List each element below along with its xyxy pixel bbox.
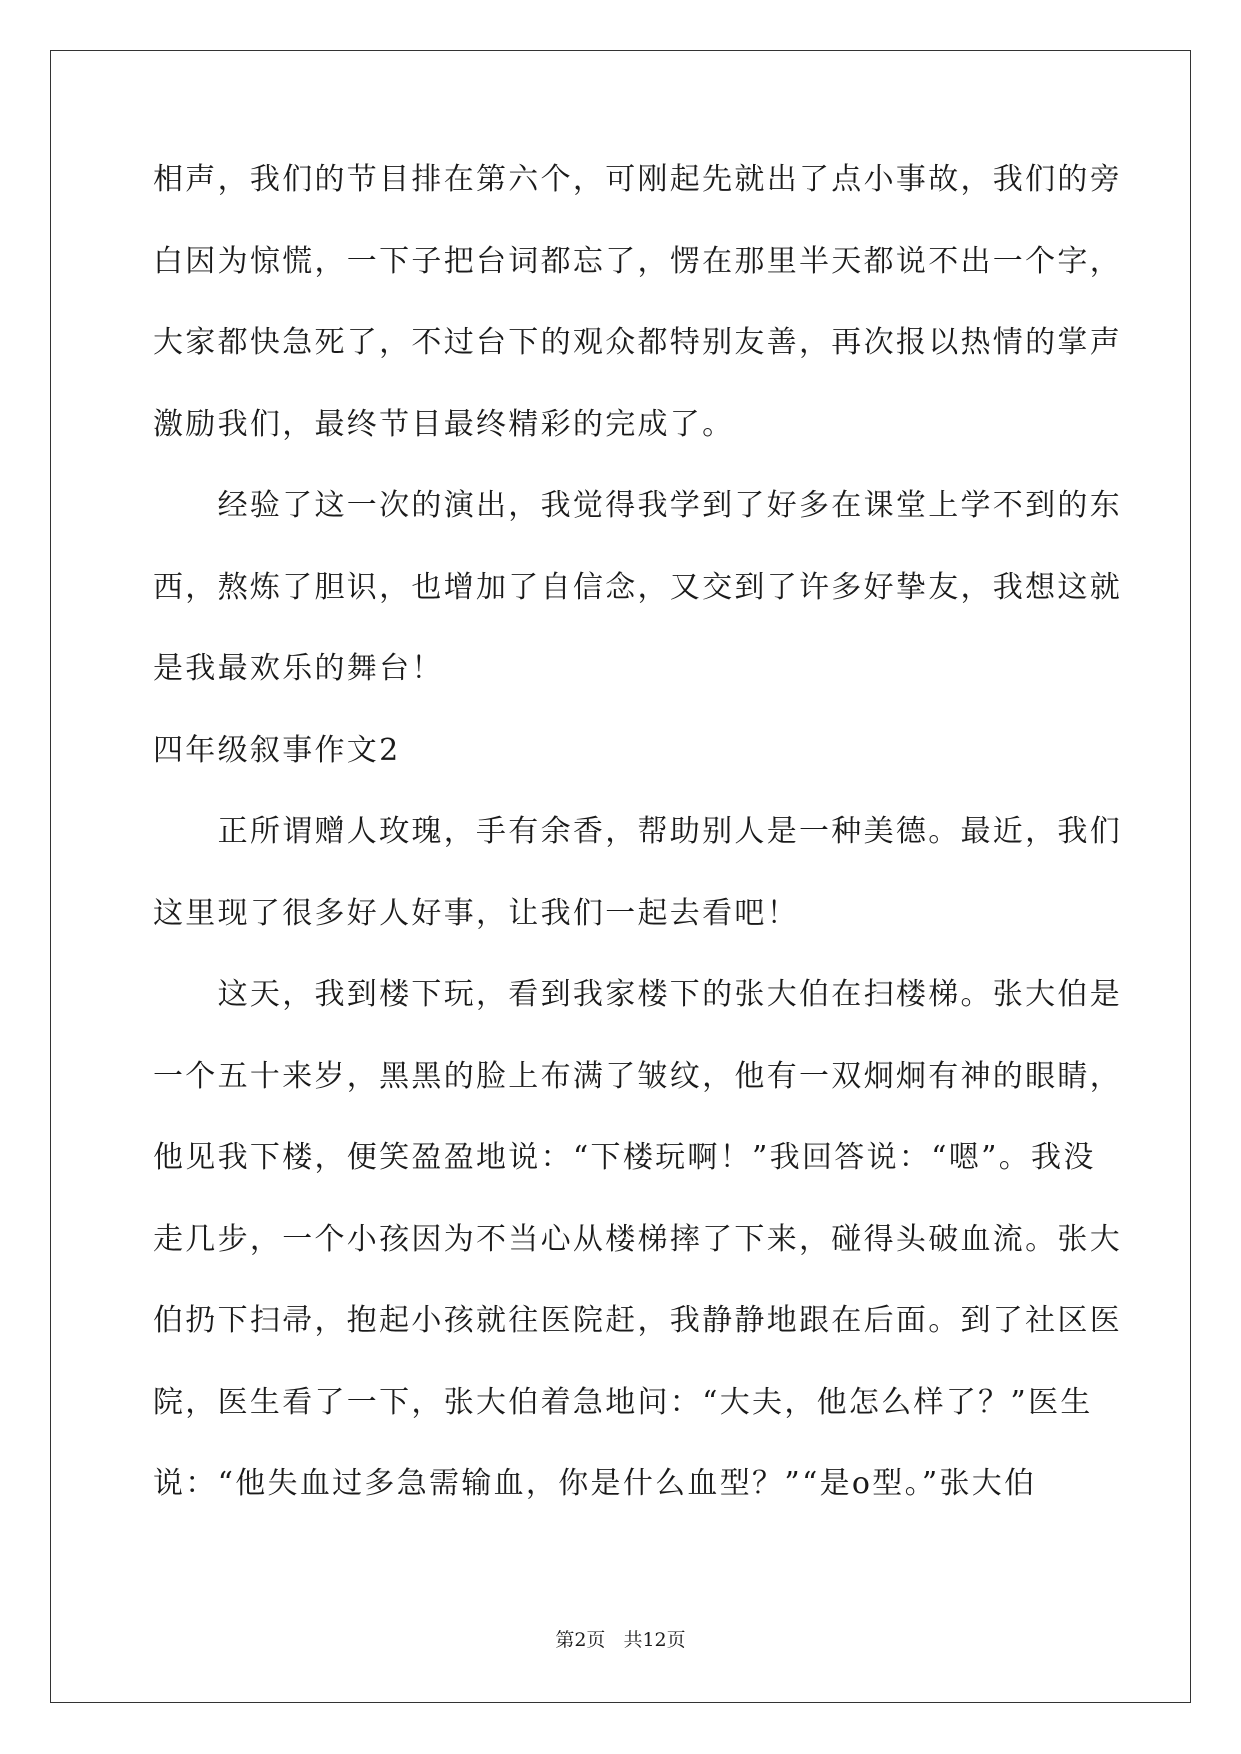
- text-line: 院，医生看了一下，张大伯着急地问：“大夫，他怎么样了？”医生: [153, 1384, 1093, 1420]
- text-line: 一个五十来岁，黑黑的脸上布满了皱纹，他有一双炯炯有神的眼睛，: [153, 1058, 1122, 1094]
- text-line: 相声，我们的节目排在第六个，可刚起先就出了点小事故，我们的旁: [153, 162, 1122, 197]
- text-line: 大家都快急死了，不过台下的观众都特别友善，再次报以热情的掌声: [153, 325, 1122, 360]
- text-line: 说：“他失血过多急需输血，你是什么血型？”“是o型。”张大伯: [153, 1466, 1037, 1501]
- text-line: 西，熬炼了胆识，也增加了自信念，又交到了许多好挚友，我想这就: [153, 569, 1122, 605]
- document-body: [153, 162, 1122, 1551]
- text-line: 这里现了很多好人好事，让我们一起去看吧！: [153, 895, 799, 931]
- text-line: 伯扔下扫帚，抱起小孩就往医院赶，我静静地跟在后面。到了社区医: [153, 1303, 1122, 1338]
- text-line: 这天，我到楼下玩，看到我家楼下的张大伯在扫楼梯。张大伯是: [153, 977, 1122, 1012]
- text-line: 白因为惊慌，一下子把台词都忘了，愣在那里半天都说不出一个字，: [153, 243, 1122, 279]
- text-line: 激励我们，最终节目最终精彩的完成了。: [153, 406, 735, 442]
- page-total: 共12页: [623, 1629, 686, 1651]
- page-footer: [0, 1631, 1241, 1650]
- text-line: 他见我下楼，便笑盈盈地说：“下楼玩啊！”我回答说：“嗯”。我没: [153, 1140, 1096, 1175]
- section-heading: 四年级叙事作文2: [153, 732, 401, 768]
- text-line: 走几步，一个小孩因为不当心从楼梯摔了下来，碰得头破血流。张大: [153, 1221, 1122, 1257]
- text-line: 是我最欢乐的舞台！: [153, 651, 444, 686]
- page-number: 第2页: [555, 1629, 606, 1651]
- text-line: 经验了这一次的演出，我觉得我学到了好多在课堂上学不到的东: [153, 488, 1122, 523]
- text-line: 正所谓赠人玫瑰，手有余香，帮助别人是一种美德。最近，我们: [153, 814, 1122, 849]
